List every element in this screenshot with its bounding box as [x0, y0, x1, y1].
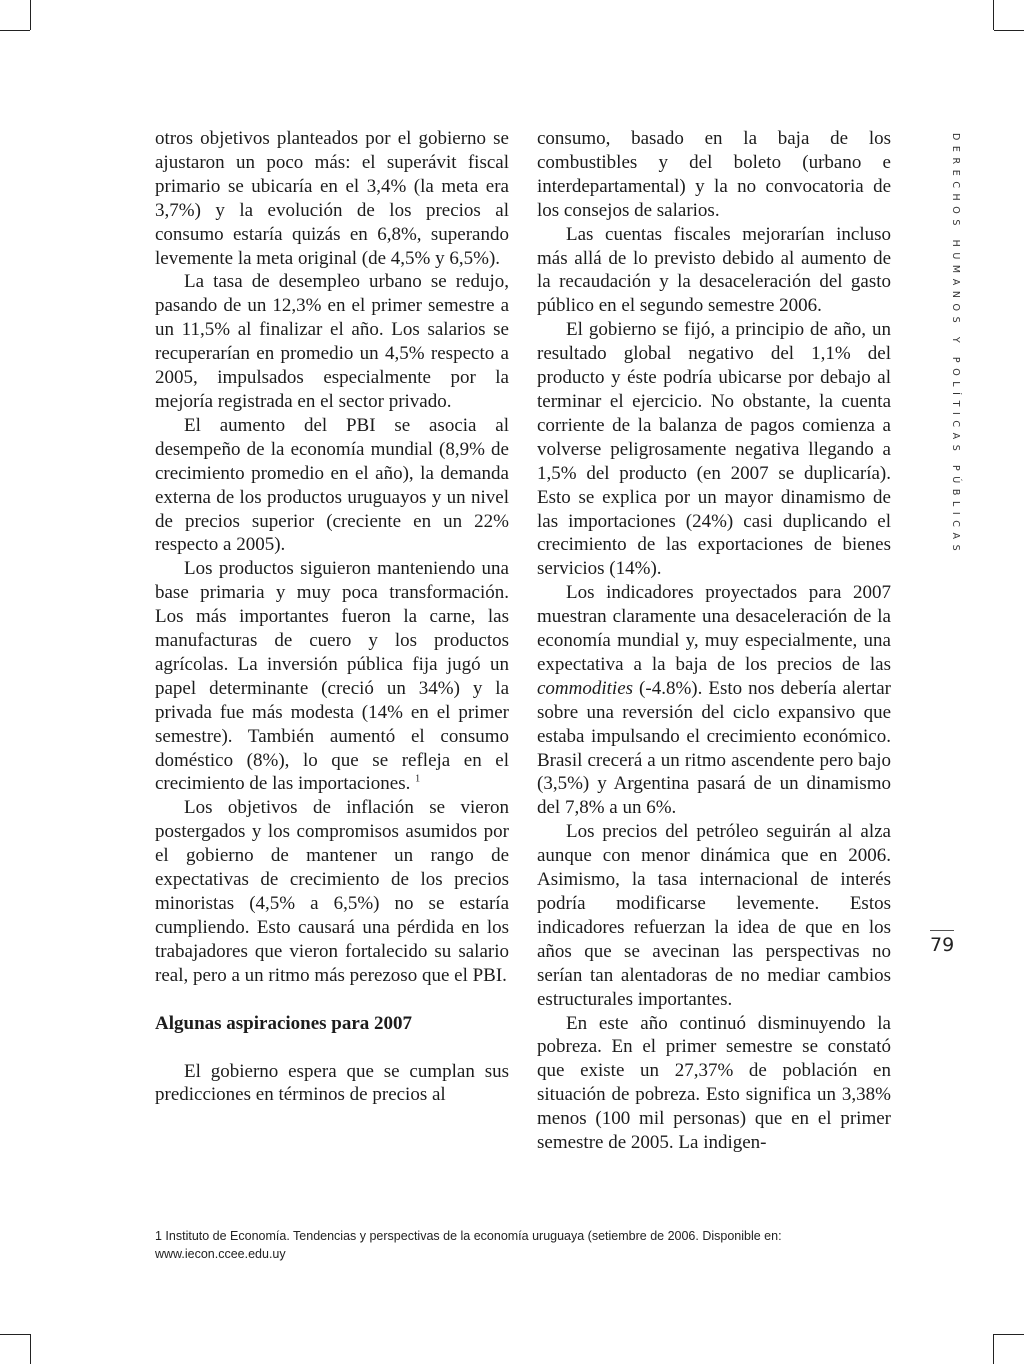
body-paragraph-commodities — [537, 581, 891, 820]
crop-mark-bottom-right — [993, 1334, 994, 1364]
body-paragraph: En este año continuó disminuyendo la pobreza. En el primer semestre se constató que existe un 27,37% de población en situación de pobreza. Esto significa un 3,38% menos (100 mil personas) que en el primer semestre de 2005. La indigen- — [537, 1012, 891, 1154]
body-paragraph-text: Los productos siguieron manteniendo una base primaria y muy poca transformación. Los más importantes fueron la carne, las manufacturas de cuero y los productos agrícolas. La inversión pública fija jugó un papel determinante (creció un 34%) y la privada fue más modesta (14% en el primer semestre). También aumentó el consumo doméstico (8%), lo que se refleja en el crecimiento de las importaciones. — [155, 558, 509, 795]
crop-mark-top-right — [993, 0, 994, 30]
body-paragraph: consumo, basado en la baja de los combustibles y del boleto (urbano e interdepartamental) y la no convocatoria de los consejos de salarios. — [537, 128, 891, 221]
footnote: 1 Instituto de Economía. Tendencias y perspectivas de la economía uruguaya (setiembre de 2006. Disponible en: www.iecon.ccee.edu.uy — [155, 1229, 782, 1261]
right-column — [537, 127, 891, 1155]
page-number-rule — [930, 930, 954, 931]
crop-mark-bottom-left — [30, 1334, 31, 1364]
body-paragraph: El gobierno espera que se cumplan sus predicciones en términos de precios al — [155, 1060, 509, 1106]
body-paragraph: El gobierno se fijó, a principio de año, un resultado global negativo del 1,1% del producto y éste podría ubicarse por debajo al terminar el ejercicio. No obstante, la cuenta corriente de la balanza de pagos comienza a volverse peligrosamente negativa llegando a 1,5% del producto (en 2007 se duplicaría). Esto se explica por un mayor dinamismo de las importaciones (24%) casi duplicando el crecimiento de las exportaciones de bienes servicios (14%). — [537, 319, 891, 580]
body-paragraph: Las cuentas fiscales mejorarían incluso más allá de lo previsto debido al aumento de la recaudación y la desaceleración del gasto público en el segundo semestre 2006. — [537, 223, 891, 317]
crop-mark-top-left — [0, 30, 30, 31]
body-paragraph: Los precios del petróleo seguirán al alza aunque con menor dinámica que en 2006. Asimismo, la tasa internacional de interés podría modificarse levemente. Estos indicadores refuerzan la idea de que en los años que se avecinan las perspectivas no serían tan alentadoras de no mediar cambios estructurales importantes. — [537, 821, 891, 1010]
body-paragraph: La tasa de desempleo urbano se redujo, pasando de un 12,3% en el primer semestre a un 11,5% al finalizar el año. Los salarios se recuperarían en promedio un 4,5% respecto a 2005, impulsados especialmente por la mejoría registrada en el sector privado. — [155, 271, 509, 412]
page-number: 79 — [930, 934, 955, 956]
text-before: Los indicadores proyectados para 2007 muestran claramente una desaceleración de la economía mundial y, muy especialmente, una expectativa a la baja de los precios de las — [537, 582, 891, 675]
body-paragraph-with-footnote — [155, 557, 509, 796]
footnote-reference: 1 — [415, 774, 421, 786]
crop-mark-top-left — [30, 0, 31, 30]
crop-mark-bottom-left — [0, 1334, 30, 1335]
crop-mark-bottom-right — [994, 1334, 1024, 1335]
italic-term: commodities — [537, 677, 634, 699]
crop-mark-top-right — [994, 30, 1024, 31]
body-paragraph: El aumento del PBI se asocia al desempeño de la economía mundial (8,9% de crecimiento promedio en el año), la demanda externa de los productos uruguayos y un nivel de precios superior (creciente en un 22% respecto a 2005). — [155, 414, 509, 556]
left-column — [155, 127, 509, 1107]
section-heading: Algunas aspiraciones para 2007 — [155, 1012, 413, 1034]
running-side-title: DERECHOS HUMANOS Y POLÍTICAS PÚBLICAS — [950, 133, 961, 557]
body-paragraph: otros objetivos planteados por el gobierno se ajustaron un poco más: el superávit fiscal primario se ubicaría en el 3,4% (la meta era 3,7%) y la evolución de los precios al consumo estaría quizás en 6,8%, superando levemente la meta original (de 4,5% y 6,5%). — [155, 128, 509, 269]
text-after: (-4.8%). Esto nos debería alertar sobre una reversión del ciclo expansivo que estaba impulsando el crecimiento económico. Brasil crecerá a un ritmo ascendente pero bajo (3,5%) y Argentina pasará de un dinamismo del 7,8% a un 6%. — [537, 677, 891, 819]
body-paragraph: Los objetivos de inflación se vieron postergados y los compromisos asumidos por el gobierno de mantener un rango de expectativas de crecimiento de los precios minoristas (4,5% a 6,5%) no se estaría cumpliendo. Esto causará una pérdida en los trabajadores que vieron fortalecido su salario real, pero a un ritmo más perezoso que el PBI. — [155, 797, 509, 986]
